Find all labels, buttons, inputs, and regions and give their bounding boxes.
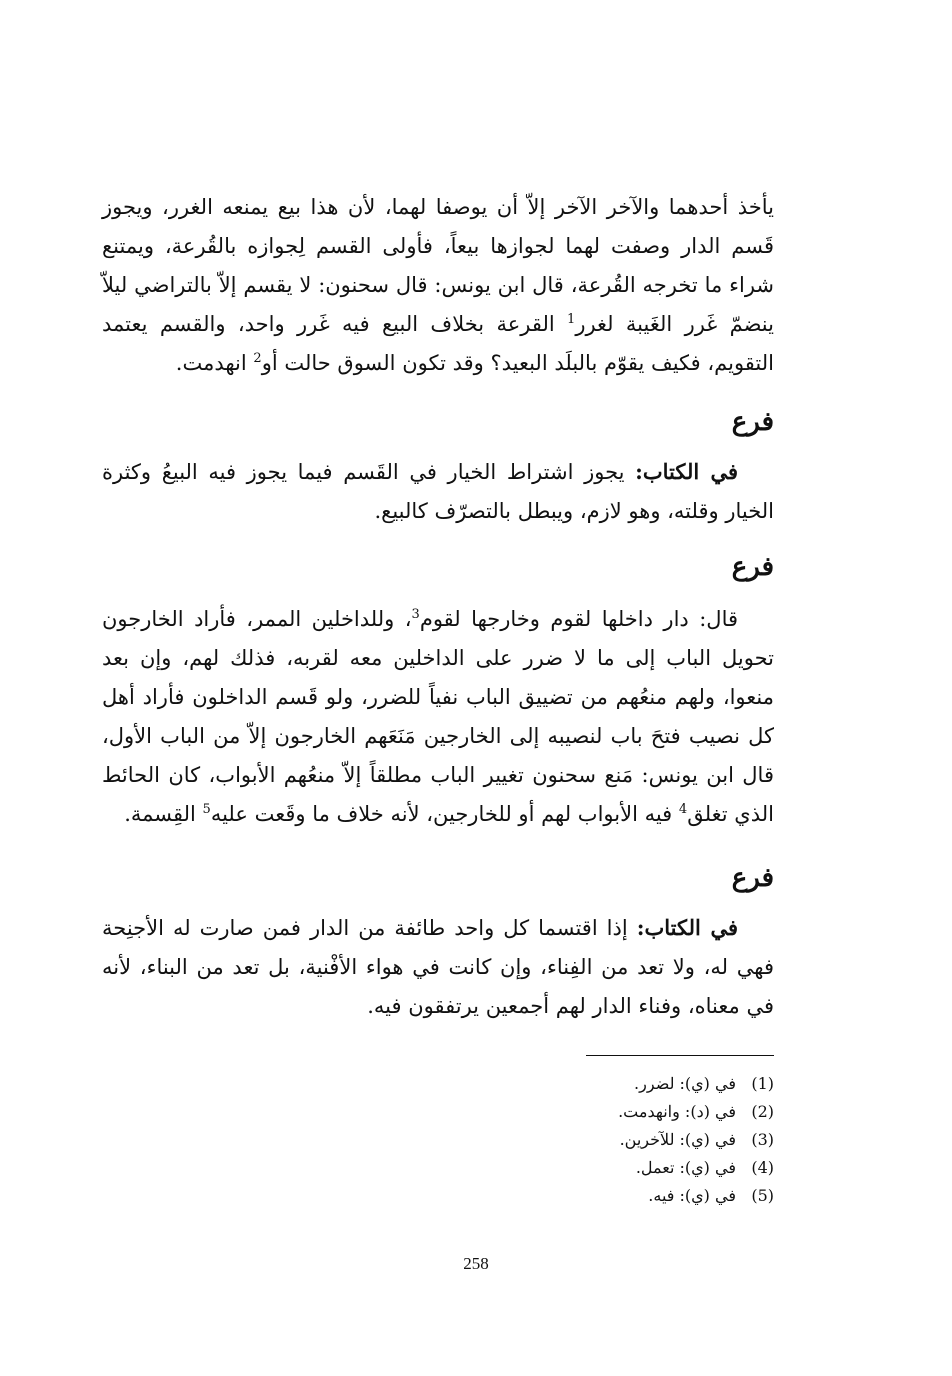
- paragraph-1-text-b: القرعة بخلاف البيع فيه غَرر واحد، والقسم يعتمد التقويم، فكيف يقوّم بالبلَد البعيد؟ وقد تكون السوق حالت أو: [102, 312, 774, 375]
- paragraph-2-text: يجوز اشتراط الخيار في القَسم فيما يجوز فيه البيعُ وكثرة الخيار وقلته، وهو لازم، ويبطل بالتصرّف كالبيع.: [102, 460, 774, 523]
- paragraph-3-text-c: فيه الأبواب لهم أو للخارجين، لأنه خلاف ما وقَعت عليه: [210, 802, 679, 826]
- footnote-ref-1: 1: [567, 312, 576, 327]
- paragraph-3-text-d: القِسمة.: [124, 802, 203, 826]
- footnote-number: (2): [751, 1102, 774, 1121]
- footnote-separator: [586, 1055, 774, 1056]
- footnote-number: (4): [751, 1158, 774, 1177]
- footnotes: [474, 1070, 774, 1210]
- section-heading-1: فرع: [731, 407, 774, 437]
- page-number: 258: [463, 1254, 489, 1273]
- paragraph-3-text-b: ، وللداخلين الممر، فأراد الخارجون تحويل الباب إلى ما لا ضرر على الداخلين معه لقربه، فذلك لهم، وإن بعد منعوا، ولهم منعُهم من تضييق الباب نفياً للضرر، ولو قَسم الداخلون فأراد أهل كل نصيب فتحَ باب لنصيبه إلى الخارجين مَنَعَهم الخارجون إلاّ من الباب الأول، قال ابن يونس: مَنع سحنون تغيير الباب مطلقاً إلاّ منعُهم الأبواب، كان الحائط الذي تغلق: [102, 607, 774, 826]
- paragraph-3: [102, 600, 774, 834]
- paragraph-4-lead: في الكتاب:: [636, 915, 738, 940]
- paragraph-1-text-a: يأخذ أحدهما والآخر الآخر إلاّ أن يوصفا لهما، لأن هذا بيع يمنعه الغرر، ويجوز قَسم الدار وصفت لهما لجوازها بيعاً، فأولى القسم لِجوازه بالقُرعة، ويمتنع شراء ما تخرجه القُرعة، قال ابن يونس: قال سحنون: لا يقسم إلاّ بالتراضي ليلاّ ينضمّ غَرر الغَيبة لغرر: [102, 195, 774, 336]
- section-heading-2: فرع: [731, 552, 774, 582]
- section-heading-3: فرع: [731, 863, 774, 893]
- footnote-text: في (ي): لضرر.: [634, 1074, 736, 1093]
- paragraph-4: [102, 908, 774, 1026]
- paragraph-4-text: إذا اقتسما كل واحد طائفة من الدار فمن صارت له الأجنِحة فهي له، ولا تعد من الفِناء، وإن كانت في هواء الأفْنية، بل تعد من البناء، لأنه في معناه، وفناء الدار لهم أجمعين يرتفقون فيه.: [102, 916, 774, 1018]
- footnote-ref-4: 4: [678, 802, 688, 817]
- footnote-4: [474, 1154, 774, 1182]
- paragraph-1: [102, 188, 774, 383]
- paragraph-2: [102, 452, 774, 531]
- footnote-text: في (ي): فيه.: [648, 1186, 736, 1205]
- footnote-ref-5: 5: [202, 802, 211, 817]
- footnote-number: (1): [751, 1074, 774, 1093]
- paragraph-3-text-a: قال: دار داخلها لقوم وخارجها لقوم: [419, 607, 739, 631]
- footnote-1: [474, 1070, 774, 1098]
- paragraph-2-lead: في الكتاب:: [635, 459, 738, 484]
- footnote-text: في (د): وانهدمت.: [618, 1102, 736, 1121]
- footnote-text: في (ي): للآخرين.: [619, 1130, 736, 1149]
- footnote-5: [474, 1182, 774, 1210]
- paragraph-1-text-c: انهدمت.: [175, 351, 254, 375]
- footnote-number: (5): [751, 1186, 774, 1205]
- footnote-number: (3): [751, 1130, 774, 1149]
- footnote-ref-3: 3: [411, 607, 420, 622]
- footnote-ref-2: 2: [253, 351, 262, 366]
- footnote-3: [474, 1126, 774, 1154]
- footnote-2: [474, 1098, 774, 1126]
- footnote-text: في (ي): تعمل.: [635, 1158, 736, 1177]
